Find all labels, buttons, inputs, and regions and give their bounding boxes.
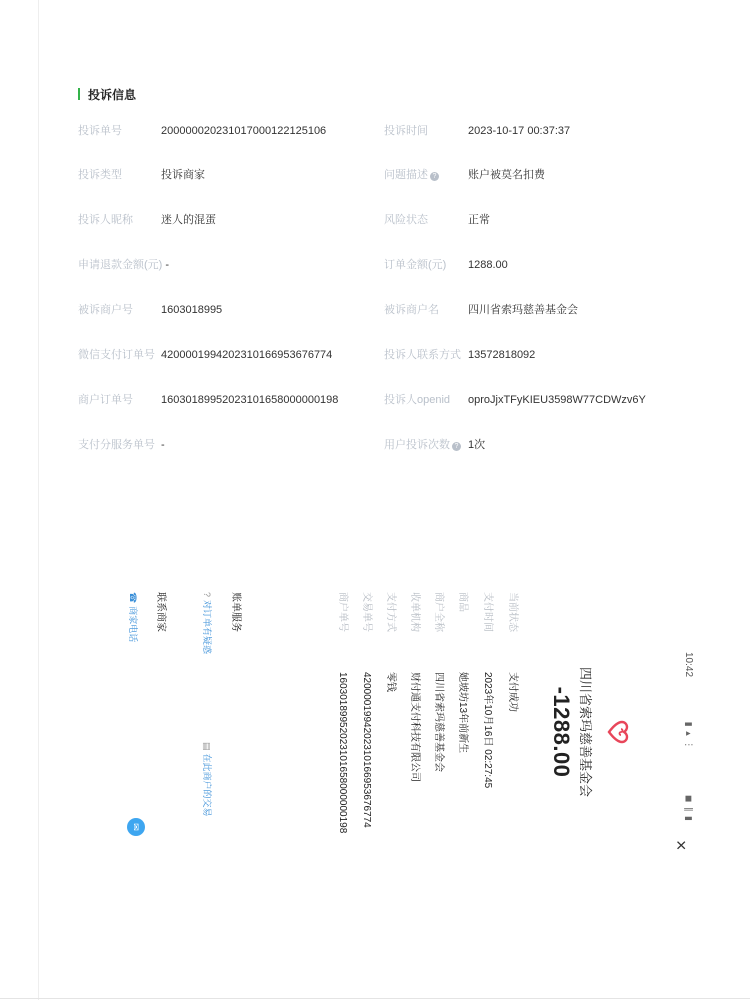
complaint-section-title	[78, 86, 136, 102]
field-order-amount-label: 订单金额(元)	[384, 259, 447, 271]
field-merchant-order-label: 商户订单号	[78, 394, 133, 406]
phone-status-bar	[678, 592, 700, 872]
field-refund-amount-label: 申请退款金额(元) -	[78, 259, 170, 271]
order-doubt-link[interactable]: ?对订单有疑惑	[202, 592, 212, 655]
field-risk-status-label: 风险状态	[384, 214, 428, 226]
field-risk-status-value: 正常	[468, 214, 490, 226]
bill-services-title: 账单服务	[230, 592, 241, 632]
status-time: 10:42	[683, 652, 695, 678]
contact-merchant-title: 联系商家	[155, 592, 166, 632]
field-payscore-label: 支付分服务单号	[78, 439, 155, 451]
help-icon[interactable]: ?	[430, 172, 439, 181]
chat-bubble-icon[interactable]: ✉	[127, 818, 145, 836]
receipt-amount: -1288.00	[549, 686, 574, 778]
field-complaint-time-value: 2023-10-17 00:37:37	[468, 125, 571, 137]
help-icon[interactable]: ?	[452, 442, 461, 451]
merchant-trades-link[interactable]: ▤在此商户的交易	[202, 742, 212, 817]
field-nickname-label: 投诉人昵称	[78, 214, 133, 226]
field-order-amount-value: 1288.00	[468, 259, 508, 271]
receipt-phone-screen: 10:42 ▮ ▴ ⋮ ◼ ∥ ▮ × 四川省索玛慈善基金会 -1288.00 当前状态 支付成功 支付时间 2023年10月16日 02:27:45 商品 她坡坊13年前新生 商户全称 四川省索玛慈善基金会 收单机构 财付通支付科技有限公司 支付方式 零钱 交易单号 4200001994202310166953676774 商户单号 16030189952023101658000000198 账单服务 ?对订单有疑惑 ▤在此商户的交易 联系商家 ☎商家电话 ✉	[80, 592, 700, 872]
field-merchant-id-value: 1603018995	[161, 304, 223, 316]
payment-receipt-screenshot	[80, 592, 700, 872]
field-complaint-count-label: 用户投诉次数 ?	[384, 438, 461, 452]
section-title-text: 投诉信息	[88, 87, 137, 102]
field-complaint-type-value: 投诉商家	[161, 169, 205, 181]
page-edge-line	[38, 0, 39, 1000]
field-merchant-name-value: 四川省索玛慈善基金会	[468, 304, 578, 316]
field-complaint-type-label: 投诉类型	[78, 169, 122, 181]
network-icon: ◼ ∥ ▮	[684, 795, 695, 822]
phone-icon: ☎	[128, 592, 138, 604]
field-complaint-count-value: 1次	[468, 439, 486, 451]
field-contact-label: 投诉人联系方式	[384, 349, 461, 361]
field-merchant-order-value: 16030189952023101658000000198	[161, 394, 339, 406]
field-wechat-order-value: 4200001994202310166953676774	[161, 349, 333, 361]
field-openid-value: oproJjxTFyKIEU3598W77CDWzv6Y	[468, 394, 646, 406]
title-accent-bar	[78, 88, 80, 100]
field-complaint-no-label: 投诉单号	[78, 125, 122, 137]
page-bottom-line	[0, 998, 750, 999]
close-icon[interactable]: ×	[671, 840, 691, 851]
field-payscore-value: -	[161, 439, 165, 451]
question-icon: ?	[202, 592, 212, 598]
field-problem-desc-value: 账户被莫名扣费	[468, 169, 545, 181]
field-nickname-value: 迷人的混蛋	[161, 214, 216, 226]
field-problem-desc-label: 问题描述 ?	[384, 168, 439, 182]
field-complaint-time-label: 投诉时间	[384, 125, 428, 137]
field-complaint-no-value: 200000020231017000122125106	[161, 125, 327, 137]
field-wechat-order-label: 微信支付订单号	[78, 349, 155, 361]
heart-logo-icon	[606, 720, 630, 744]
list-icon: ▤	[202, 742, 212, 751]
signal-battery-icon: ▮ ▴ ⋮	[684, 721, 695, 751]
field-openid-label: 投诉人openid	[384, 394, 451, 406]
merchant-phone-link[interactable]: ☎商家电话	[128, 592, 138, 643]
field-merchant-name-label: 被诉商户名	[384, 304, 439, 316]
field-merchant-id-label: 被诉商户号	[78, 304, 133, 316]
field-contact-value: 13572818092	[468, 349, 536, 361]
receipt-merchant-name: 四川省索玛慈善基金会	[578, 666, 593, 797]
